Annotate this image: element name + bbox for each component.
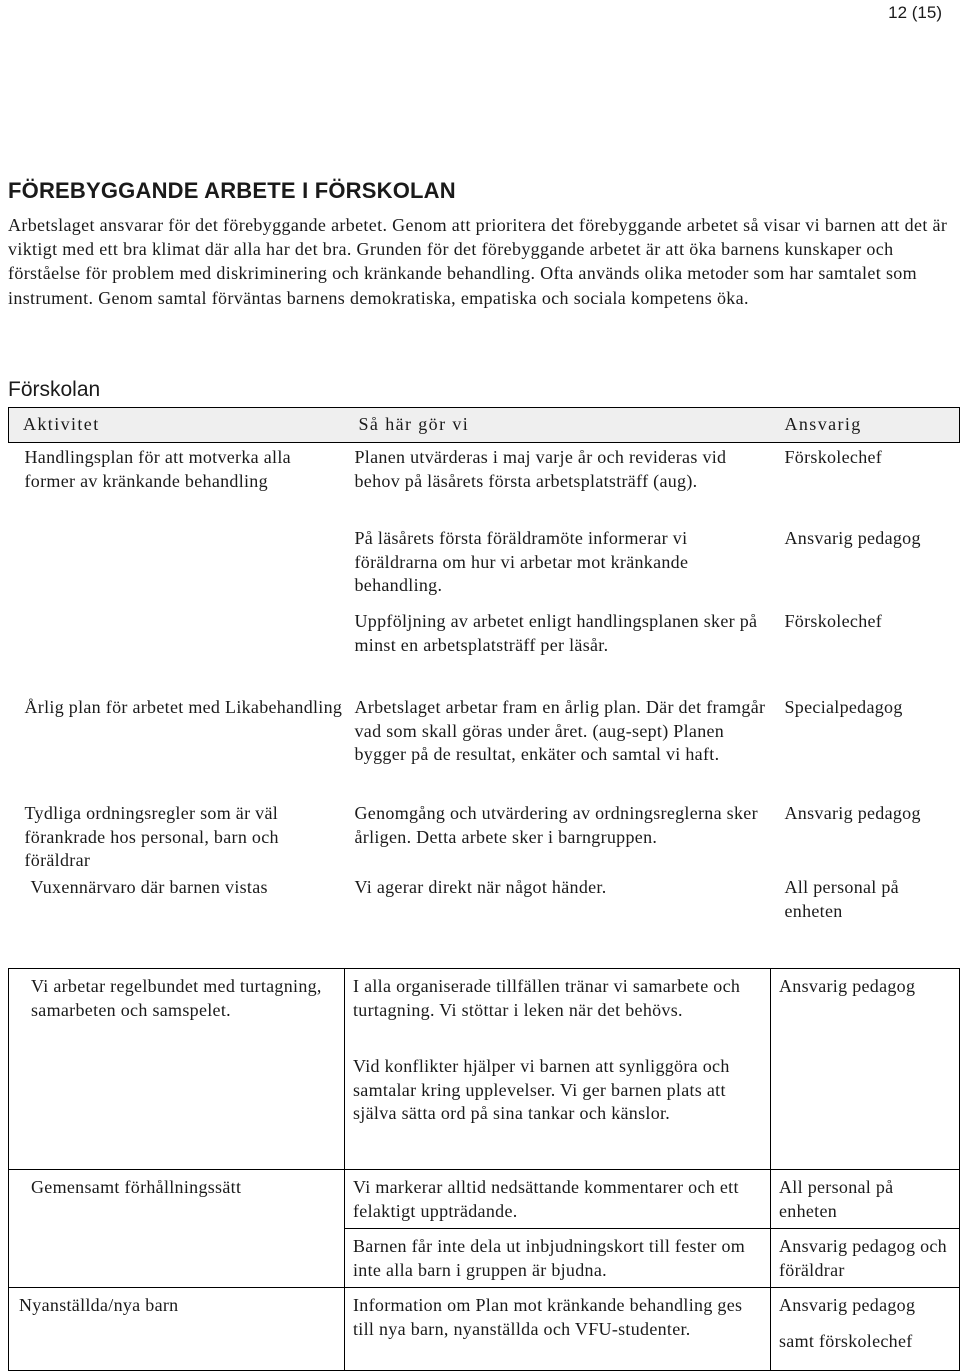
page-number: 12 (15): [888, 3, 942, 22]
table-header-row: [9, 408, 960, 443]
cell-activity: [9, 610, 345, 696]
cell-activity: Vi arbetar regelbundet med turtagning, samarbeten och samspelet.: [9, 969, 345, 1170]
activity-table-main: [8, 407, 960, 923]
cell-responsible: Specialpedagog: [784, 697, 903, 717]
cell-activity: [9, 527, 345, 610]
header-how: Så här gör vi: [345, 408, 771, 443]
cell-responsible: Ansvarig pedagog: [784, 528, 921, 548]
header-activity: Aktivitet: [9, 408, 345, 443]
section-title: Förskolan: [8, 378, 101, 401]
cell-activity: Handlingsplan för att motverka alla former av kränkande behandling: [24, 447, 291, 491]
responsible-line: Ansvarig pedagog: [779, 1295, 916, 1315]
page-heading: FÖREBYGGANDE ARBETE I FÖRSKOLAN: [8, 178, 456, 203]
table-row: [9, 1170, 960, 1229]
cell-activity: Vuxennärvaro där barnen vistas: [30, 877, 268, 897]
cell-how: På läsårets första föräldramöte informerar vi föräldrarna om hur vi arbetar mot kränkande behandling.: [354, 528, 689, 595]
table-row: [9, 610, 960, 696]
cell-how: Arbetslaget arbetar fram en årlig plan. Där det framgår vad som skall göras under året. (aug-sept) Planen bygger på de resultat, enkäter och samtal vi haft.: [354, 697, 766, 764]
responsible-line: samt förskolechef: [779, 1330, 913, 1351]
cell-how: I alla organiserade tillfällen tränar vi samarbete och turtagning. Vi stöttar i leken när det behövs.: [345, 969, 771, 1050]
cell-how: Vi markerar alltid nedsättande kommentarer och ett felaktigt uppträdande.: [345, 1170, 771, 1229]
cell-responsible: Ansvarig pedagog: [771, 969, 960, 1170]
cell-responsible: All personal på enheten: [784, 877, 899, 921]
cell-how: Information om Plan mot kränkande behandling ges till nya barn, nyanställda och VFU-studenter.: [345, 1288, 771, 1371]
header-responsible: Ansvarig: [771, 408, 960, 443]
cell-how: Uppföljning av arbetet enligt handlingsplanen sker på minst en arbetsplatsträff per läsår.: [354, 611, 758, 655]
cell-how: Vi agerar direkt när något händer.: [354, 877, 607, 897]
cell-activity: Tydliga ordningsregler som är väl förankrade hos personal, barn och föräldrar: [24, 803, 279, 870]
table-row: [9, 443, 960, 528]
cell-how: Vid konflikter hjälper vi barnen att synliggöra och samtalar kring upplevelser. Vi ger barnen plats att själva sätta ord på sina tankar och känslor.: [345, 1049, 771, 1170]
cell-responsible: Ansvarig pedagog: [784, 803, 921, 823]
cell-responsible: [771, 1288, 960, 1371]
cell-responsible: All personal på enheten: [771, 1170, 960, 1229]
intro-paragraph: Arbetslaget ansvarar för det förebyggande arbetet. Genom att prioritera det förebyggande arbetet så visar vi barnen att det är viktigt med ett bra klimat där alla har det bra. Grunden för det förebyggande arbetet är att öka barnens kunskaper och förståelse för problem med diskriminering och kränkande behandling. Ofta används olika metoder som har samtalet som instrument. Genom samtal förväntas barnens demokratiska, empatiska och sociala kompetens öka.: [8, 215, 948, 308]
cell-responsible: Ansvarig pedagog och föräldrar: [771, 1229, 960, 1288]
table-row: [9, 969, 960, 1050]
cell-activity: Årlig plan för arbetet med Likabehandling: [24, 697, 343, 717]
activity-table-secondary: [8, 968, 960, 1371]
cell-activity: Gemensamt förhållningssätt: [9, 1170, 345, 1288]
cell-how: Genomgång och utvärdering av ordningsreglerna sker årligen. Detta arbete sker i barngruppen.: [354, 803, 758, 847]
cell-activity: Nyanställda/nya barn: [9, 1288, 345, 1371]
table-row: [9, 876, 960, 923]
cell-how: Planen utvärderas i maj varje år och revideras vid behov på läsårets första arbetsplatsträff (aug).: [354, 447, 727, 491]
cell-responsible: Förskolechef: [784, 447, 883, 467]
table-row: [9, 1288, 960, 1371]
table-row: [9, 527, 960, 610]
table-row: [9, 696, 960, 802]
cell-how: Barnen får inte dela ut inbjudningskort till fester om inte alla barn i gruppen är bjudna.: [345, 1229, 771, 1288]
table-row: [9, 802, 960, 876]
cell-responsible: Förskolechef: [784, 611, 883, 631]
